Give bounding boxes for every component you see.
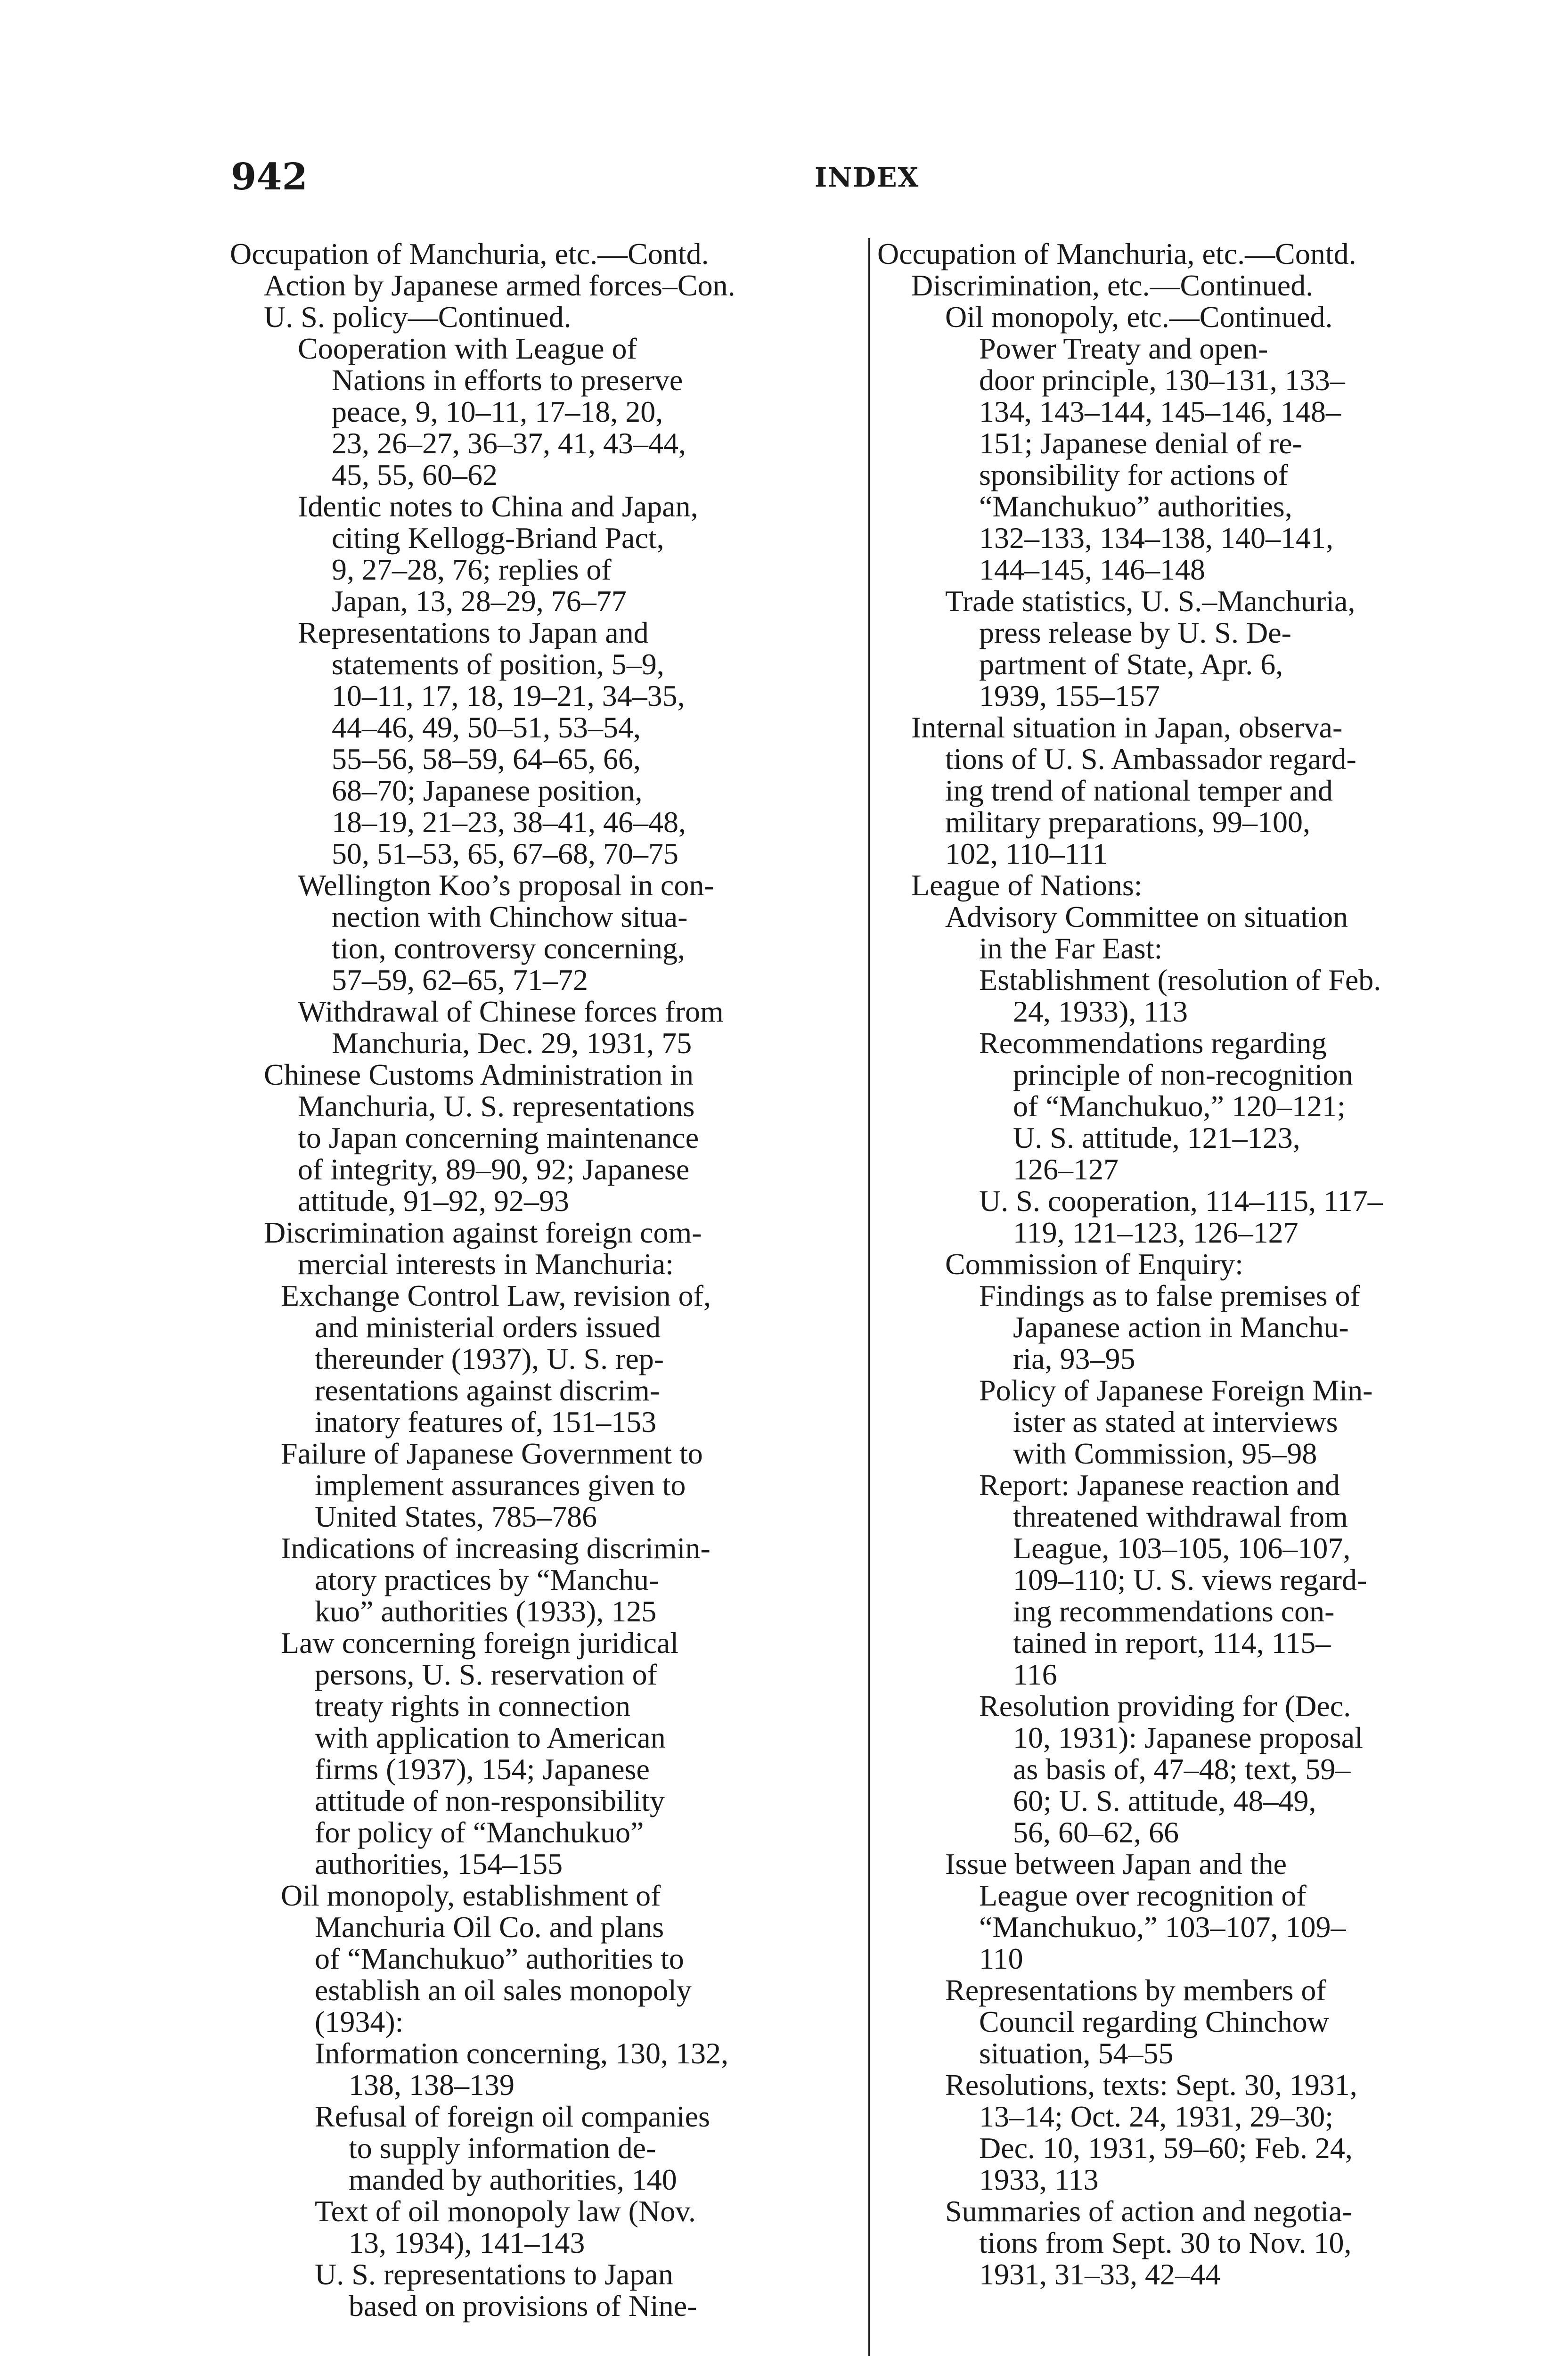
index-line: with Commission, 95–98 <box>1013 1437 1317 1470</box>
index-line: Occupation of Manchuria, etc.—Contd. <box>877 237 1356 270</box>
column-divider <box>868 238 870 2356</box>
index-line: 57–59, 62–65, 71–72 <box>332 963 588 997</box>
index-line: inatory features of, 151–153 <box>315 1405 657 1439</box>
index-line: military preparations, 99–100, <box>945 805 1310 839</box>
index-line: Dec. 10, 1931, 59–60; Feb. 24, <box>979 2131 1353 2165</box>
index-line: “Manchukuo,” 103–107, 109– <box>979 1910 1346 1944</box>
index-line: Japan, 13, 28–29, 76–77 <box>332 584 627 618</box>
index-line: Action by Japanese armed forces–Con. <box>264 269 735 302</box>
index-line: Withdrawal of Chinese forces from <box>298 995 724 1028</box>
index-line: Trade statistics, U. S.–Manchuria, <box>945 584 1356 618</box>
index-line: tions from Sept. 30 to Nov. 10, <box>979 2226 1352 2259</box>
index-line: citing Kellogg-Briand Pact, <box>332 521 664 555</box>
index-line: tained in report, 114, 115– <box>1013 1626 1331 1660</box>
index-line: based on provisions of Nine- <box>349 2289 697 2323</box>
page-number: 942 <box>231 155 308 198</box>
index-line: Refusal of foreign oil companies <box>315 2100 710 2133</box>
index-line: 110 <box>979 1942 1023 1975</box>
index-line: 13–14; Oct. 24, 1931, 29–30; <box>979 2100 1333 2133</box>
index-line: Representations to Japan and <box>298 616 649 649</box>
index-line: 23, 26–27, 36–37, 41, 43–44, <box>332 426 686 460</box>
index-line: attitude, 91–92, 92–93 <box>298 1184 569 1218</box>
index-line: sponsibility for actions of <box>979 458 1288 491</box>
index-line: 10–11, 17, 18, 19–21, 34–35, <box>332 679 685 712</box>
index-line: Power Treaty and open- <box>979 332 1268 365</box>
index-line: peace, 9, 10–11, 17–18, 20, <box>332 395 663 428</box>
index-line: Discrimination, etc.—Continued. <box>911 269 1314 302</box>
index-line: Resolutions, texts: Sept. 30, 1931, <box>945 2068 1357 2102</box>
index-line: 151; Japanese denial of re- <box>979 426 1302 460</box>
index-line: 45, 55, 60–62 <box>332 458 498 491</box>
index-line: Manchuria, U. S. representations <box>298 1089 695 1123</box>
index-line: tions of U. S. Ambassador regard- <box>945 742 1356 776</box>
index-column-right <box>877 238 1504 2290</box>
index-line: resentations against discrim- <box>315 1374 660 1407</box>
index-line: authorities, 154–155 <box>315 1847 563 1881</box>
index-line: 109–110; U. S. views regard- <box>1013 1563 1367 1596</box>
index-line: ister as stated at interviews <box>1013 1405 1338 1439</box>
index-line: 1933, 113 <box>979 2163 1099 2196</box>
index-line: of integrity, 89–90, 92; Japanese <box>298 1153 690 1186</box>
index-line: 9, 27–28, 76; replies of <box>332 553 612 586</box>
index-line: Information concerning, 130, 132, <box>315 2037 728 2070</box>
index-line: 126–127 <box>1013 1153 1119 1186</box>
index-line: Nations in efforts to preserve <box>332 363 683 397</box>
index-line: tion, controversy concerning, <box>332 932 685 965</box>
index-line: United States, 785–786 <box>315 1500 597 1533</box>
index-line: kuo” authorities (1933), 125 <box>315 1595 657 1628</box>
index-line: Oil monopoly, establishment of <box>281 1879 661 1912</box>
index-line: 1939, 155–157 <box>979 679 1160 712</box>
index-line: Chinese Customs Administration in <box>264 1058 694 1091</box>
index-line: implement assurances given to <box>315 1468 686 1502</box>
index-line: 132–133, 134–138, 140–141, <box>979 521 1333 555</box>
index-line: Text of oil monopoly law (Nov. <box>315 2194 696 2228</box>
index-line: Wellington Koo’s proposal in con- <box>298 868 714 902</box>
index-line: thereunder (1937), U. S. rep- <box>315 1342 664 1375</box>
index-line: Policy of Japanese Foreign Min- <box>979 1374 1373 1407</box>
index-line: League over recognition of <box>979 1879 1307 1912</box>
index-line: Occupation of Manchuria, etc.—Contd. <box>230 237 709 270</box>
index-line: and ministerial orders issued <box>315 1310 661 1344</box>
page-header <box>0 155 1568 207</box>
index-line: 18–19, 21–23, 38–41, 46–48, <box>332 805 686 839</box>
index-line: Cooperation with League of <box>298 332 637 365</box>
index-line: Manchuria, Dec. 29, 1931, 75 <box>332 1026 692 1060</box>
running-head: INDEX <box>814 162 920 193</box>
index-line: 102, 110–111 <box>945 837 1108 870</box>
index-line: Identic notes to China and Japan, <box>298 490 698 523</box>
index-line: U. S. representations to Japan <box>315 2258 673 2291</box>
index-line: 60; U. S. attitude, 48–49, <box>1013 1784 1316 1817</box>
index-line: Report: Japanese reaction and <box>979 1468 1340 1502</box>
index-line: Summaries of action and negotia- <box>945 2194 1352 2228</box>
index-line: atory practices by “Manchu- <box>315 1563 659 1596</box>
index-line: 24, 1933), 113 <box>1013 995 1188 1028</box>
index-line: ing recommendations con- <box>1013 1595 1335 1628</box>
index-line: manded by authorities, 140 <box>349 2163 677 2196</box>
index-line: press release by U. S. De- <box>979 616 1291 649</box>
index-line: in the Far East: <box>979 932 1163 965</box>
index-line: 134, 143–144, 145–146, 148– <box>979 395 1341 428</box>
index-line: Oil monopoly, etc.—Continued. <box>945 300 1333 334</box>
index-line: 55–56, 58–59, 64–65, 66, <box>332 742 641 776</box>
index-line: statements of position, 5–9, <box>332 647 664 681</box>
index-line: attitude of non-responsibility <box>315 1784 665 1817</box>
index-line: Representations by members of <box>945 1973 1326 2007</box>
index-line: “Manchukuo” authorities, <box>979 490 1292 523</box>
index-line: 13, 1934), 141–143 <box>349 2226 585 2259</box>
index-line: 50, 51–53, 65, 67–68, 70–75 <box>332 837 678 870</box>
index-line: Manchuria Oil Co. and plans <box>315 1910 664 1944</box>
index-line: establish an oil sales monopoly <box>315 1973 692 2007</box>
index-line: threatened withdrawal from <box>1013 1500 1348 1533</box>
index-column-left <box>230 238 857 2322</box>
index-line: firms (1937), 154; Japanese <box>315 1752 650 1786</box>
index-line: to supply information de- <box>349 2131 656 2165</box>
index-line: persons, U. S. reservation of <box>315 1658 657 1691</box>
index-line: Establishment (resolution of Feb. <box>979 963 1381 997</box>
index-line: of “Manchukuo,” 120–121; <box>1013 1089 1346 1123</box>
index-line: U. S. cooperation, 114–115, 117– <box>979 1184 1383 1218</box>
index-line: Japanese action in Manchu- <box>1013 1310 1349 1344</box>
index-line: 44–46, 49, 50–51, 53–54, <box>332 711 641 744</box>
index-line: door principle, 130–131, 133– <box>979 363 1345 397</box>
index-line: 10, 1931): Japanese proposal <box>1013 1721 1363 1754</box>
index-line: partment of State, Apr. 6, <box>979 647 1283 681</box>
index-line: Recommendations regarding <box>979 1026 1327 1060</box>
index-line: 144–145, 146–148 <box>979 553 1205 586</box>
index-line: as basis of, 47–48; text, 59– <box>1013 1752 1351 1786</box>
index-line: ing trend of national temper and <box>945 774 1333 807</box>
index-line: Exchange Control Law, revision of, <box>281 1279 711 1312</box>
index-line: nection with Chinchow situa- <box>332 900 688 933</box>
index-line: mercial interests in Manchuria: <box>298 1247 674 1281</box>
index-line: Commission of Enquiry: <box>945 1247 1243 1281</box>
index-line: 1931, 31–33, 42–44 <box>979 2258 1220 2291</box>
index-line: 119, 121–123, 126–127 <box>1013 1216 1298 1249</box>
index-line: 138, 138–139 <box>349 2068 514 2102</box>
index-line: Indications of increasing discrimin- <box>281 1531 710 1565</box>
index-line: Law concerning foreign juridical <box>281 1626 679 1660</box>
index-line: to Japan concerning maintenance <box>298 1121 699 1154</box>
index-line: Resolution providing for (Dec. <box>979 1689 1351 1723</box>
index-line: principle of non-recognition <box>1013 1058 1353 1091</box>
index-line: Internal situation in Japan, observa- <box>911 711 1343 744</box>
index-line: ria, 93–95 <box>1013 1342 1135 1375</box>
index-line: U. S. policy—Continued. <box>264 300 572 334</box>
index-line: League of Nations: <box>911 868 1143 902</box>
index-line: 68–70; Japanese position, <box>332 774 643 807</box>
index-line: Council regarding Chinchow <box>979 2005 1329 2038</box>
index-line: situation, 54–55 <box>979 2037 1174 2070</box>
index-line: for policy of “Manchukuo” <box>315 1816 644 1849</box>
index-line: of “Manchukuo” authorities to <box>315 1942 684 1975</box>
index-line: treaty rights in connection <box>315 1689 631 1723</box>
index-line: with application to American <box>315 1721 666 1754</box>
index-line: 56, 60–62, 66 <box>1013 1816 1179 1849</box>
index-line: Findings as to false premises of <box>979 1279 1360 1312</box>
index-line: 116 <box>1013 1658 1057 1691</box>
index-line: (1934): <box>315 2005 404 2038</box>
index-line: U. S. attitude, 121–123, <box>1013 1121 1300 1154</box>
index-line: Discrimination against foreign com- <box>264 1216 702 1249</box>
index-line: Failure of Japanese Government to <box>281 1437 703 1470</box>
index-line: Issue between Japan and the <box>945 1847 1287 1881</box>
index-line: Advisory Committee on situation <box>945 900 1348 933</box>
index-line: League, 103–105, 106–107, <box>1013 1531 1351 1565</box>
